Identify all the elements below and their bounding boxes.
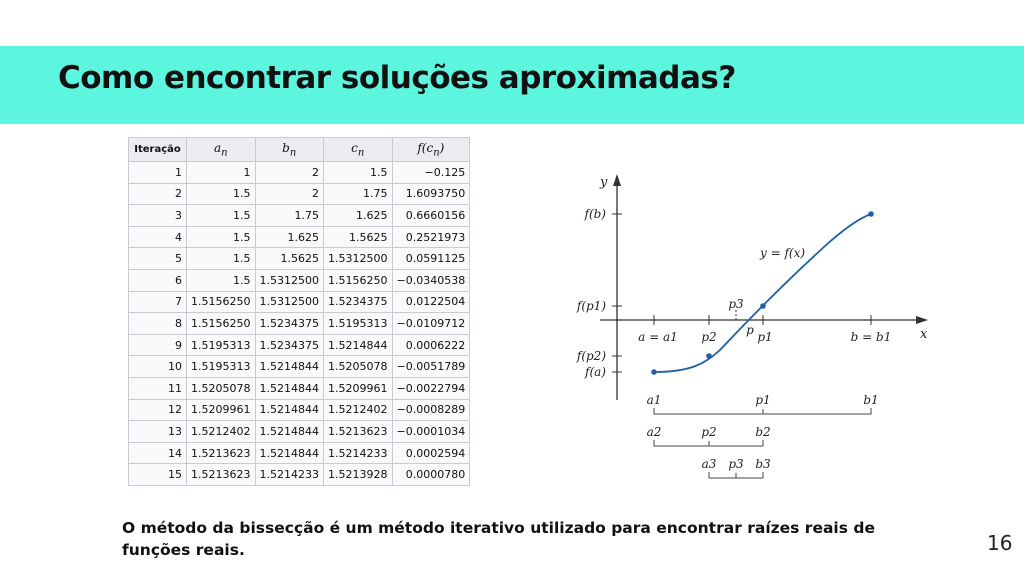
label-fp2: f(p2) (576, 349, 606, 363)
page-number: 16 (987, 531, 1013, 555)
header-fcn-text: $f(c_n)$ (417, 140, 445, 159)
bisection-figure (560, 168, 940, 496)
table-row (129, 226, 470, 248)
curve-label: y = f(x) (760, 246, 806, 260)
table-row (129, 313, 470, 335)
label-p2: p2 (701, 330, 717, 344)
table-cell: 1.5 (324, 162, 393, 184)
bracket2-b2: b2 (755, 425, 771, 439)
bracket2-a2: a2 (646, 425, 662, 439)
header-fcn (392, 138, 470, 162)
table-cell: 4 (129, 226, 187, 248)
bracket3-a3: a3 (701, 457, 717, 471)
label-p: p (746, 323, 754, 337)
table-cell: 1.6093750 (392, 183, 470, 205)
x-axis-arrow (916, 316, 928, 324)
table-cell: 1.5214233 (255, 464, 324, 486)
point-a (651, 369, 657, 375)
point-p2 (706, 353, 712, 359)
table-cell: 6 (129, 269, 187, 291)
table-cell: 7 (129, 291, 187, 313)
table-cell: 1 (129, 162, 187, 184)
table-cell: 1.5 (187, 248, 256, 270)
table-cell: 1.5156250 (187, 313, 256, 335)
header-an (187, 138, 256, 162)
table-cell: 11 (129, 377, 187, 399)
table-body (129, 162, 470, 486)
table-cell: 0.0000780 (392, 464, 470, 486)
table-cell: 0.2521973 (392, 226, 470, 248)
table-cell: 1.5214844 (255, 421, 324, 443)
table-row (129, 399, 470, 421)
table-cell: 1.5213623 (187, 464, 256, 486)
table-cell: 3 (129, 205, 187, 227)
table-cell: 0.6660156 (392, 205, 470, 227)
label-b: b = b1 (850, 330, 892, 344)
table-cell: −0.0022794 (392, 377, 470, 399)
label-p1: p1 (757, 330, 773, 344)
table-cell: 13 (129, 421, 187, 443)
table-cell: 1.75 (324, 183, 393, 205)
table-cell: 1.5213928 (324, 464, 393, 486)
bracket1-a1: a1 (646, 393, 662, 407)
bracket2-p2: p2 (701, 425, 717, 439)
label-fa: f(a) (585, 365, 606, 379)
table-cell: 1.5209961 (324, 377, 393, 399)
table-cell: 1.625 (255, 226, 324, 248)
table-cell: 1.5214844 (255, 377, 324, 399)
table-row (129, 269, 470, 291)
bracket3-p3: p3 (728, 457, 744, 471)
table-cell: 1.5156250 (187, 291, 256, 313)
table-cell: −0.0008289 (392, 399, 470, 421)
table-cell: 2 (255, 162, 324, 184)
label-p3: p3 (728, 297, 744, 311)
table-cell: 5 (129, 248, 187, 270)
table-cell: 1.625 (324, 205, 393, 227)
table-cell: −0.0340538 (392, 269, 470, 291)
label-a: a = a1 (638, 330, 678, 344)
table-cell: 8 (129, 313, 187, 335)
header-bn (255, 138, 324, 162)
table-row (129, 248, 470, 270)
label-fp1: f(p1) (576, 299, 606, 313)
point-b (868, 211, 874, 217)
table-cell: 1.5214844 (255, 442, 324, 464)
header-iteration: Iteração (129, 138, 187, 162)
table-cell: 1.5214844 (255, 399, 324, 421)
table-cell: 1.5195313 (187, 356, 256, 378)
table-cell: −0.0001034 (392, 421, 470, 443)
table-cell: 0.0122504 (392, 291, 470, 313)
function-curve (654, 214, 871, 372)
figure-axes (600, 180, 922, 400)
caption-text: O método da bissecção é um método iterativo utilizado para encontrar raízes reais de funções reais. (122, 519, 875, 559)
table-cell: 2 (255, 183, 324, 205)
table-cell: 1.5212402 (187, 421, 256, 443)
table-cell: 1.5205078 (324, 356, 393, 378)
table-row (129, 356, 470, 378)
table-cell: 1.5205078 (187, 377, 256, 399)
bracket1-p1: p1 (755, 393, 771, 407)
table-cell: 12 (129, 399, 187, 421)
table-cell: 1.5625 (255, 248, 324, 270)
table-cell: 1.5212402 (324, 399, 393, 421)
table-cell: 14 (129, 442, 187, 464)
y-axis-label: y (600, 175, 608, 190)
table-cell: 2 (129, 183, 187, 205)
table-cell: 1.5312500 (255, 291, 324, 313)
table-row (129, 334, 470, 356)
table-cell: 1.5195313 (324, 313, 393, 335)
table-cell: 1.5 (187, 183, 256, 205)
table-cell: 0.0002594 (392, 442, 470, 464)
table-cell: 1.5 (187, 269, 256, 291)
table-cell: 1.5625 (324, 226, 393, 248)
header-cn-text: $c_n$ (351, 140, 365, 159)
table-cell: 1.5234375 (255, 313, 324, 335)
table-cell: 0.0591125 (392, 248, 470, 270)
table-cell: 1 (187, 162, 256, 184)
bracket1-b1: b1 (863, 393, 879, 407)
header-cn (324, 138, 393, 162)
table-cell: 1.5195313 (187, 334, 256, 356)
table-cell: 0.0006222 (392, 334, 470, 356)
y-axis-arrow (613, 174, 621, 186)
curve-points (651, 211, 874, 375)
slide-title: Como encontrar soluções aproximadas? (58, 60, 736, 96)
table-row (129, 291, 470, 313)
x-axis-label: x (920, 327, 928, 342)
table-cell: 15 (129, 464, 187, 486)
table-cell: 1.5 (187, 205, 256, 227)
label-fb: f(b) (584, 207, 606, 221)
table-cell: 1.5234375 (255, 334, 324, 356)
table-cell: 1.5214233 (324, 442, 393, 464)
table-row (129, 421, 470, 443)
table-cell: −0.0051789 (392, 356, 470, 378)
table-row (129, 442, 470, 464)
table-cell: 1.5312500 (255, 269, 324, 291)
table-cell: −0.125 (392, 162, 470, 184)
table-row (129, 162, 470, 184)
point-p1 (760, 303, 766, 309)
table-header-row (129, 138, 470, 162)
table-cell: 1.5312500 (324, 248, 393, 270)
table-cell: 1.5213623 (324, 421, 393, 443)
bracket3-b3: b3 (755, 457, 771, 471)
table-row (129, 464, 470, 486)
table-cell: 1.5214844 (255, 356, 324, 378)
table-cell: 1.5234375 (324, 291, 393, 313)
table-cell: 1.5213623 (187, 442, 256, 464)
header-bn-text: $b_n$ (282, 140, 297, 159)
table-cell: 1.75 (255, 205, 324, 227)
table-cell: 1.5209961 (187, 399, 256, 421)
table-cell: −0.0109712 (392, 313, 470, 335)
table-row (129, 183, 470, 205)
table-row (129, 377, 470, 399)
table-cell: 9 (129, 334, 187, 356)
table-cell: 10 (129, 356, 187, 378)
table-cell: 1.5 (187, 226, 256, 248)
table-cell: 1.5214844 (324, 334, 393, 356)
bisection-table (128, 137, 470, 486)
header-an-text: $a_n$ (213, 140, 228, 159)
table-cell: 1.5156250 (324, 269, 393, 291)
table-row (129, 205, 470, 227)
